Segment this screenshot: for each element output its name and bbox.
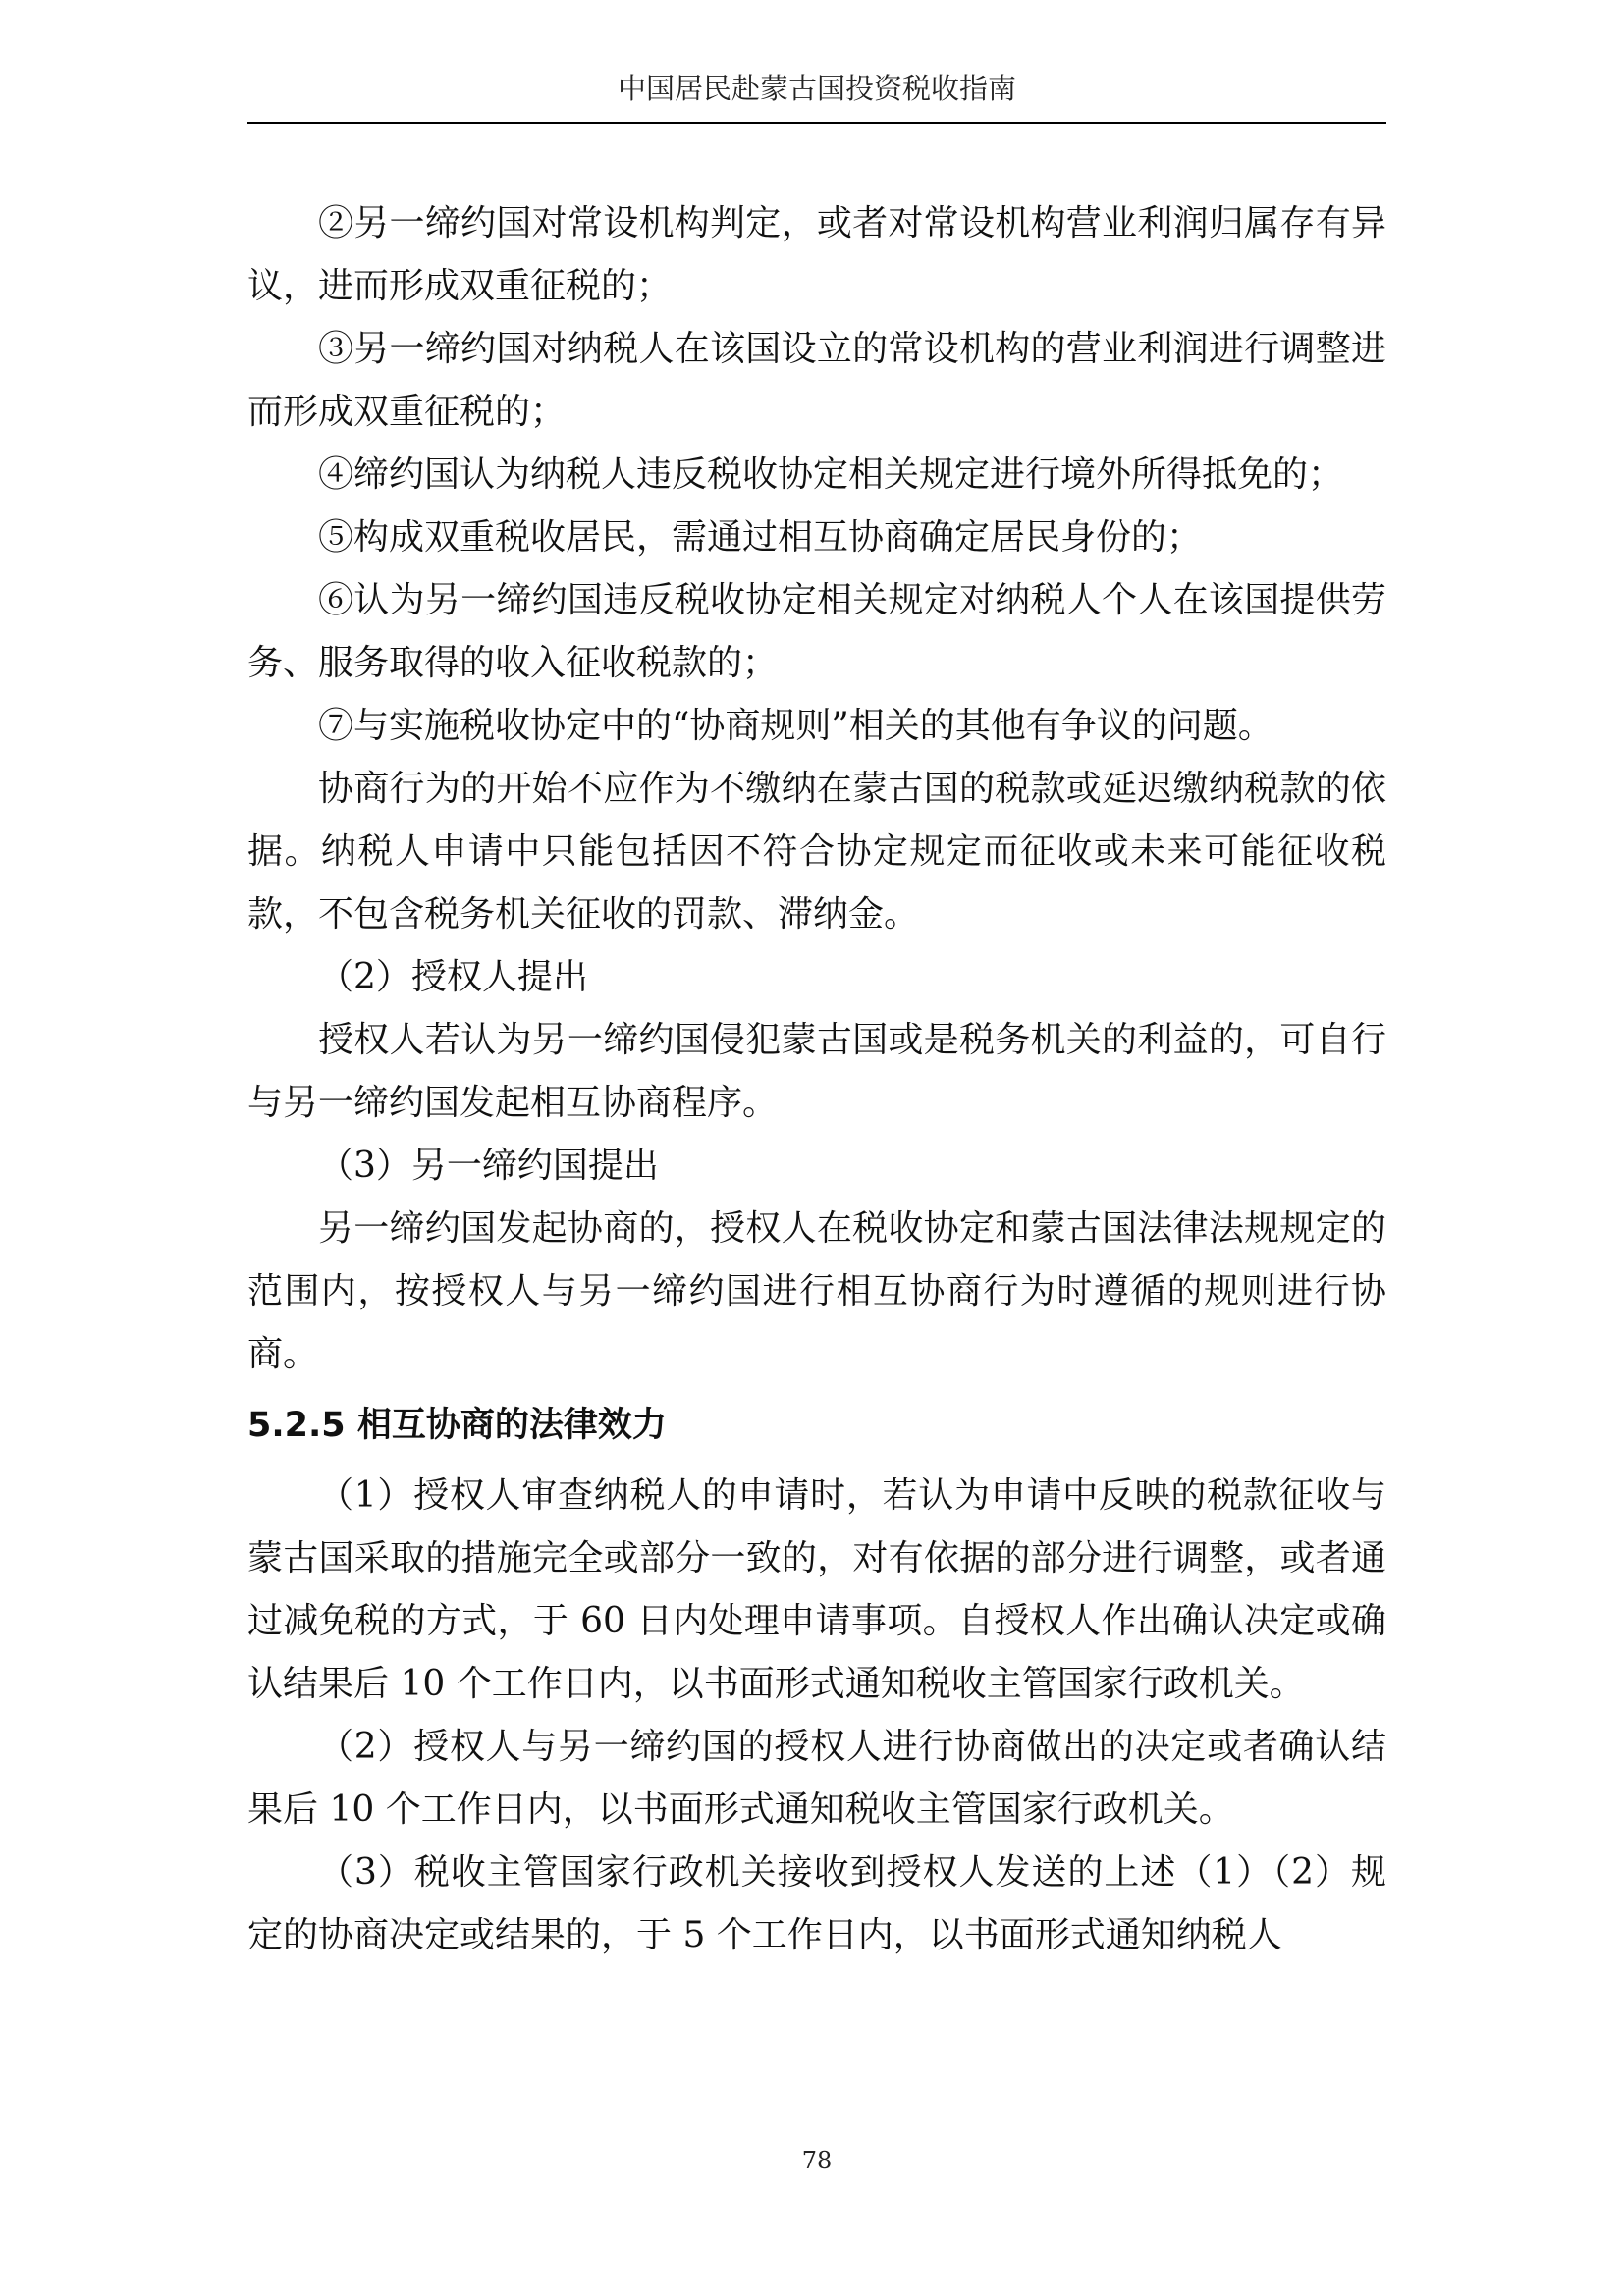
paragraph-legal-effect-1: （1）授权人审查纳税人的申请时，若认为申请中反映的税款征收与蒙古国采取的措施完全或部分一致的，对有依据的部分进行调整，或者通过减免税的方式，于 60 日内处理申请事项。自授权人作出确认决定或确认结果后 10 个工作日内，以书面形式通知税收主管国家行政机关。 <box>247 1475 1386 1704</box>
paragraph-item-6: ⑥认为另一缔约国违反税收协定相关规定对纳税人个人在该国提供劳务、服务取得的收入征收税款的； <box>247 580 1386 683</box>
paragraph-item-2: ②另一缔约国对常设机构判定，或者对常设机构营业利润归属存有异议，进而形成双重征税的； <box>247 203 1386 306</box>
subheading-other-state: （3）另一缔约国提出 <box>318 1146 659 1186</box>
paragraph-item-7: ⑦与实施税收协定中的“协商规则”相关的其他有争议的问题。 <box>318 706 1273 746</box>
section-title: 5.2.5 相互协商的法律效力 <box>247 1406 667 1445</box>
paragraph-item-5: ⑤构成双重税收居民，需通过相互协商确定居民身份的； <box>318 517 1203 558</box>
paragraph-authorized-person: 授权人若认为另一缔约国侵犯蒙古国或是税务机关的利益的，可自行与另一缔约国发起相互协商程序。 <box>247 1020 1386 1123</box>
subheading-authorized-person: （2）授权人提出 <box>318 957 588 997</box>
paragraph-item-4: ④缔约国认为纳税人违反税收协定相关规定进行境外所得抵免的； <box>318 454 1344 495</box>
page-header-title: 中国居民赴蒙古国投资税收指南 <box>617 72 1016 105</box>
document-body <box>247 192 1386 1967</box>
header-divider <box>247 122 1386 124</box>
page-number: 78 <box>801 2147 833 2174</box>
paragraph-legal-effect-3: （3）税收主管国家行政机关接收到授权人发送的上述（1）（2）规定的协商决定或结果的，于 5 个工作日内，以书面形式通知纳税人 <box>247 1852 1386 1955</box>
paragraph-legal-effect-2: （2）授权人与另一缔约国的授权人进行协商做出的决定或者确认结果后 10 个工作日内，以书面形式通知税收主管国家行政机关。 <box>247 1727 1386 1830</box>
paragraph-consultation-basis: 协商行为的开始不应作为不缴纳在蒙古国的税款或延迟缴纳税款的依据。纳税人申请中只能包括因不符合协定规定而征收或未来可能征收税款，不包含税务机关征收的罚款、滞纳金。 <box>247 769 1386 934</box>
paragraph-other-state: 另一缔约国发起协商的，授权人在税收协定和蒙古国法律法规规定的范围内，按授权人与另一缔约国进行相互协商行为时遵循的规则进行协商。 <box>247 1208 1386 1374</box>
paragraph-item-3: ③另一缔约国对纳税人在该国设立的常设机构的营业利润进行调整进而形成双重征税的； <box>247 329 1386 432</box>
